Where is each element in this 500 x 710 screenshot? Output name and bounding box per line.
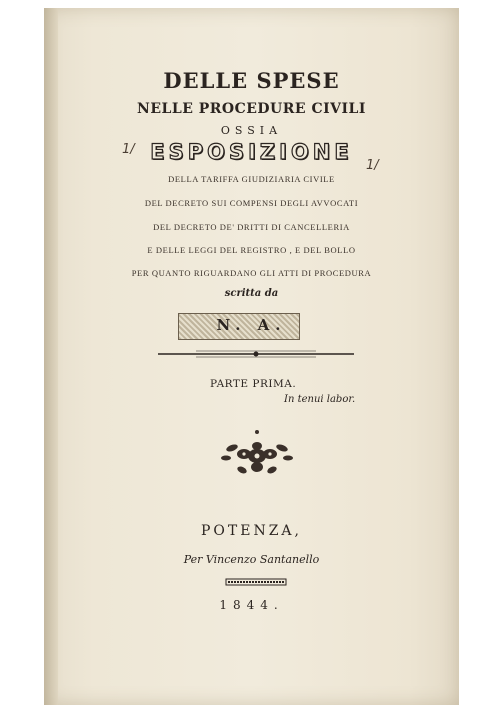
- description-line-2: DEL DECRETO SUI COMPENSI DEGLI AVVOCATI: [144, 198, 359, 208]
- imprint-year: 1844.: [219, 598, 284, 612]
- imprint-printer: Per Vincenzo Santanello: [183, 553, 320, 566]
- subtitle-esposizione: ESPOSIZIONE: [150, 140, 353, 164]
- ossia-label: OSSIA: [220, 124, 283, 137]
- book-title-page: [44, 8, 459, 705]
- scritta-da-label: scritta da: [224, 288, 279, 299]
- part-label: PARTE PRIMA.: [210, 378, 297, 390]
- description-line-1: DELLA TARIFFA GIUDIZIARIA CIVILE: [168, 174, 335, 184]
- description-line-3: DEL DECRETO DE' DRITTI DI CANCELLERIA: [153, 222, 350, 232]
- description-line-5: PER QUANTO RIGUARDANO GLI ATTI DI PROCEDURA: [131, 268, 372, 278]
- author-initials: N. A.: [216, 316, 287, 334]
- decorative-rule-icon: [156, 348, 356, 360]
- imprint-city: POTENZA,: [201, 523, 302, 539]
- epigraph-motto: In tenui labor.: [284, 394, 356, 405]
- handwritten-left-mark: 1/: [122, 142, 135, 157]
- handwritten-right-mark: 1/: [366, 158, 379, 173]
- small-ornament-rule-icon: [222, 575, 290, 589]
- title-line-2: NELLE PROCEDURE CIVILI: [137, 101, 366, 117]
- description-line-4: E DELLE LEGGI DEL REGISTRO , E DEL BOLLO: [147, 245, 356, 255]
- title-line-1: DELLE SPESE: [163, 68, 340, 93]
- floral-ornament-icon: [212, 426, 302, 484]
